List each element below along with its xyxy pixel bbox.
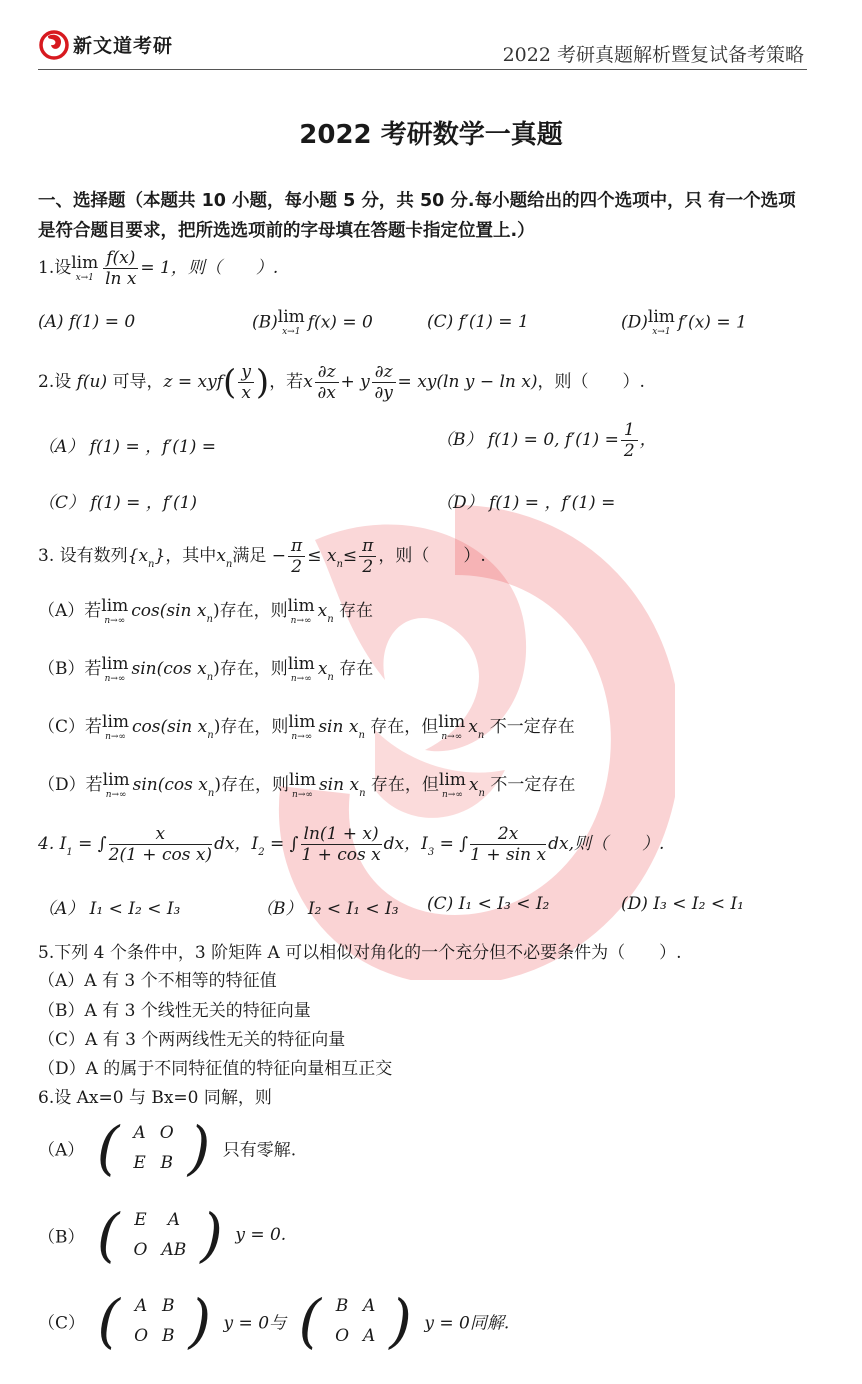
q1-limit: lim x→1 bbox=[71, 252, 99, 283]
q3-option-b: （B）若 lim n→∞ sin(cos $x_n$)存在，则 lim n→∞ $x_n$ 存在 bbox=[38, 653, 374, 684]
q2-option-c: （C） f(1) = ，f′(1) bbox=[38, 493, 198, 513]
q2-option-d: （D） f(1) = ，f′(1) = bbox=[436, 493, 616, 513]
q4-option-a: （A） I₁ < I₂ < I₃ bbox=[38, 899, 181, 919]
q1-prefix: 1.设 bbox=[38, 258, 72, 278]
header-divider bbox=[38, 69, 807, 70]
q6-a-matrix: ( A O ) E B bbox=[96, 1114, 211, 1182]
q1-option-a: (A) f(1) = 0 bbox=[38, 312, 136, 332]
question-2-stem: 2.设 f(u) 可导，z = xyf( $\frac{y}{x}$ )，若x $\frac{\partial z}{\partial x}$ + y $\frac{\partial z}{\partial y}$ = xy(ln y − ln x)，则（ ）. bbox=[38, 362, 645, 403]
header-subtitle: 2022 考研真题解析暨复试备考策略 bbox=[502, 44, 804, 66]
q5-option-b: （B）A 有 3 个线性无关的特征向量 bbox=[38, 1001, 311, 1021]
q2-option-b: （B） f(1) = 0, f′(1) = $\frac{1}{2}$ ， bbox=[436, 420, 657, 461]
q1-option-c: (C) f′(1) = 1 bbox=[427, 312, 529, 332]
q3-option-a: （A）若 lim n→∞ cos(sin $x_n$)存在，则 lim n→∞ $x_n$ 存在 bbox=[38, 595, 374, 626]
brand-logo bbox=[38, 26, 173, 62]
q6-c-matrix-1: ( A B ) O B bbox=[97, 1287, 212, 1355]
question-6-stem: 6.设 Ax=0 与 Bx=0 同解，则 bbox=[38, 1088, 272, 1108]
q3-option-d: （D）若 lim n→∞ sin(cos $x_n$)存在，则 lim n→∞ $\sin x_n$ 存在，但 lim n→∞ $x_n$ 不一定存在 bbox=[38, 769, 576, 800]
q5-option-c: （C）A 有 3 个两两线性无关的特征向量 bbox=[38, 1030, 346, 1050]
q4-option-c: (C) I₁ < I₃ < I₂ bbox=[427, 894, 550, 914]
q6-option-c: （C） ( A B ) O B y = 0与 ( B A ) O A y = 0同解. bbox=[38, 1287, 510, 1355]
q1-eq: = 1，则（ ）. bbox=[140, 258, 279, 278]
q4-option-d: (D) I₃ < I₂ < I₁ bbox=[621, 894, 744, 914]
q6-option-a: （A） ( A O ) E B 只有零解. bbox=[38, 1114, 297, 1182]
question-5-stem: 5.下列 4 个条件中，3 阶矩阵 A 可以相似对角化的一个充分但不必要条件为（ ）. bbox=[38, 943, 682, 963]
q1-option-d: (D) lim x→1 f′(x) = 1 bbox=[621, 307, 747, 337]
q6-b-matrix: ( E A ) O AB bbox=[96, 1201, 223, 1269]
phoenix-logo-icon bbox=[38, 28, 70, 60]
q1-option-b: (B) lim x→1 f(x) = 0 bbox=[252, 307, 373, 337]
q6-option-b: （B） ( E A ) O AB y = 0. bbox=[38, 1201, 287, 1269]
question-1-stem bbox=[38, 248, 278, 289]
q1-fraction: $\frac{f(x)}{\text{ln x}}$ bbox=[105, 248, 137, 289]
q6-c-matrix-2: ( B A ) O A bbox=[298, 1287, 412, 1355]
section-heading: 一、选择题（本题共 10 小题，每小题 5 分，共 50 分.每小题给出的四个选项中，只 有一个选项是符合题目要求，把所选选项前的字母填在答题卡指定位置上.） bbox=[38, 191, 796, 241]
question-3-stem: 3. 设有数列$\{x_n\}$，其中$x_n$满足 − $\frac{\pi}{2}$ ≤ $x_n\le$ $\frac{\pi}{2}$ ，则（ ）. bbox=[38, 536, 486, 577]
q4-option-b: （B） I₂ < I₁ < I₃ bbox=[256, 899, 399, 919]
q2-option-a: （A） f(1) = ，f′(1) = bbox=[38, 437, 216, 457]
logo-text: 新文道考研 bbox=[73, 34, 174, 57]
q3-option-c: （C）若 lim n→∞ cos(sin $x_n$)存在，则 lim n→∞ $\sin x_n$ 存在，但 lim n→∞ $x_n$ 不一定存在 bbox=[38, 711, 575, 742]
page-title: 2022 考研数学一真题 bbox=[299, 120, 563, 150]
q5-option-a: （A）A 有 3 个不相等的特征值 bbox=[38, 971, 277, 991]
q5-option-d: （D）A 的属于不同特征值的特征向量相互正交 bbox=[38, 1059, 393, 1079]
question-4-stem: 4. $I_1$ = ∫ $\frac{x}{\text{2(1 + cos x)}}$ dx，$I_2$ = ∫ $\frac{\ln(1 + x)}{\text{1 + cos x}}$ dx，$I_3$ = ∫ $\frac{2x}{\text{1 + sin x}}$ dx,则（ ）. bbox=[38, 824, 665, 865]
